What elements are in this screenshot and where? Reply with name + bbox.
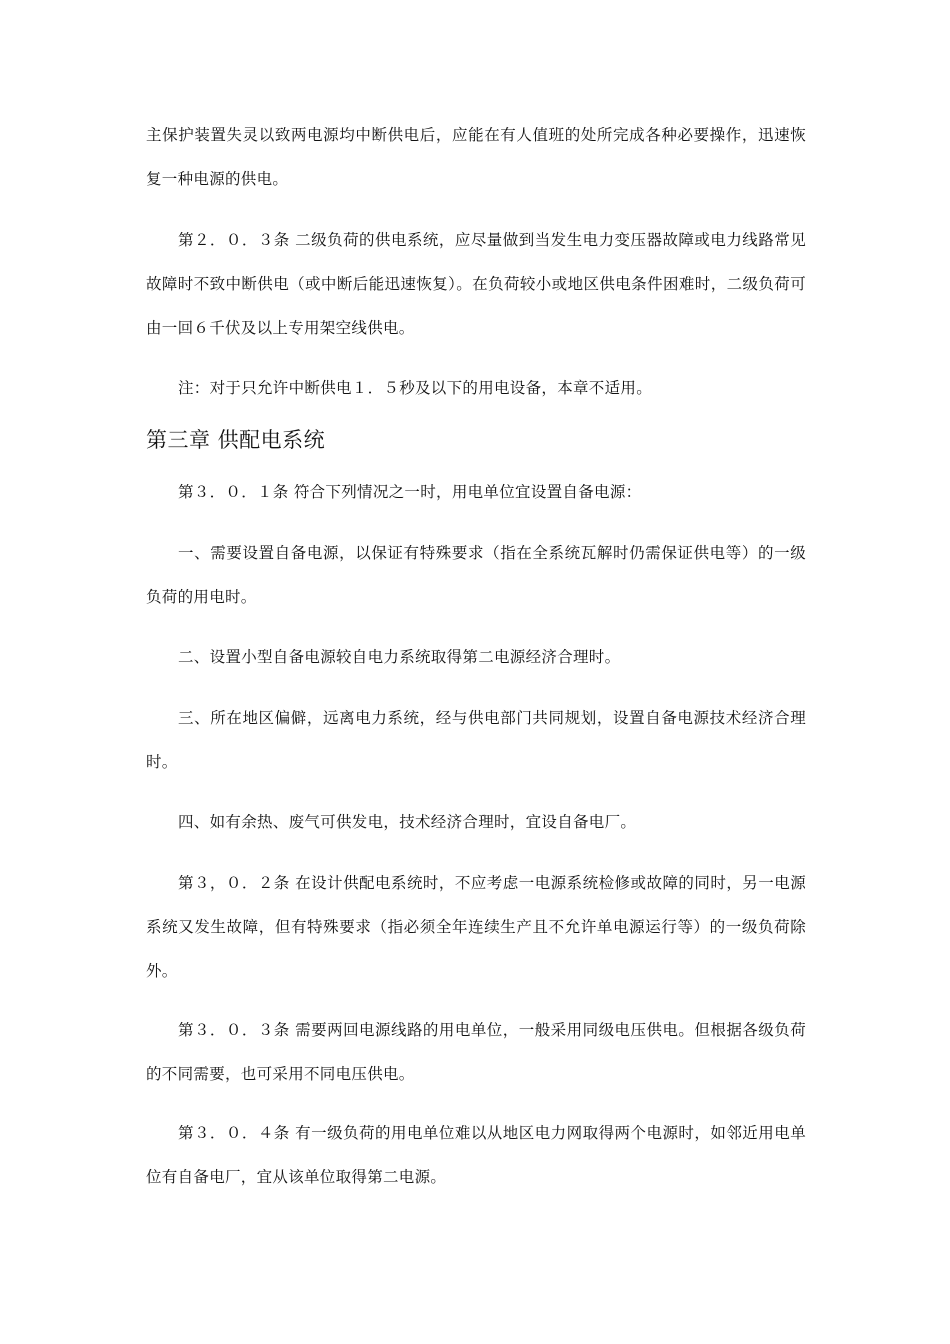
- list-item-four: 四、如有余热、废气可供发电，技术经济合理时，宜设自备电厂。: [178, 813, 637, 831]
- paragraph-article-2-0-3: 第２．０．３条 二级负荷的供电系统，应尽量做到当发生电力变压器故障或电力线路常见故障时不致中断供电（或中断后能迅速恢复）。在负荷较小或地区供电条件困难时，二级负荷可由一回６千伏及以上专用架空线供电。: [146, 231, 806, 337]
- list-item-one: 一、需要设置自备电源，以保证有特殊要求（指在全系统瓦解时仍需保证供电等）的一级负荷的用电时。: [146, 544, 806, 606]
- chapter-heading: 第三章 供配电系统: [146, 428, 326, 452]
- paragraph-article-3-0-3: 第３．０．３条 需要两回电源线路的用电单位，一般采用同级电压供电。但根据各级负荷的不同需要，也可采用不同电压供电。: [146, 1021, 806, 1083]
- list-item-three: 三、所在地区偏僻，远离电力系统，经与供电部门共同规划，设置自备电源技术经济合理时。: [146, 709, 806, 771]
- paragraph-article-3-0-2: 第３，０．２条 在设计供配电系统时，不应考虑一电源系统检修或故障的同时，另一电源系统又发生故障，但有特殊要求（指必须全年连续生产且不允许单电源运行等）的一级负荷除外。: [146, 874, 806, 980]
- paragraph-article-3-0-1: 第３．０．１条 符合下列情况之一时，用电单位宜设置自备电源：: [178, 483, 642, 501]
- paragraph-article-3-0-4: 第３．０．４条 有一级负荷的用电单位难以从地区电力网取得两个电源时，如邻近用电单位有自备电厂，宜从该单位取得第二电源。: [146, 1124, 806, 1186]
- paragraph-power-recovery: 主保护装置失灵以致两电源均中断供电后，应能在有人值班的处所完成各种必要操作，迅速恢复一种电源的供电。: [146, 126, 806, 188]
- list-item-two: 二、设置小型自备电源较自电力系统取得第二电源经济合理时。: [178, 648, 621, 666]
- paragraph-note: 注：对于只允许中断供电１．５秒及以下的用电设备，本章不适用。: [178, 379, 653, 397]
